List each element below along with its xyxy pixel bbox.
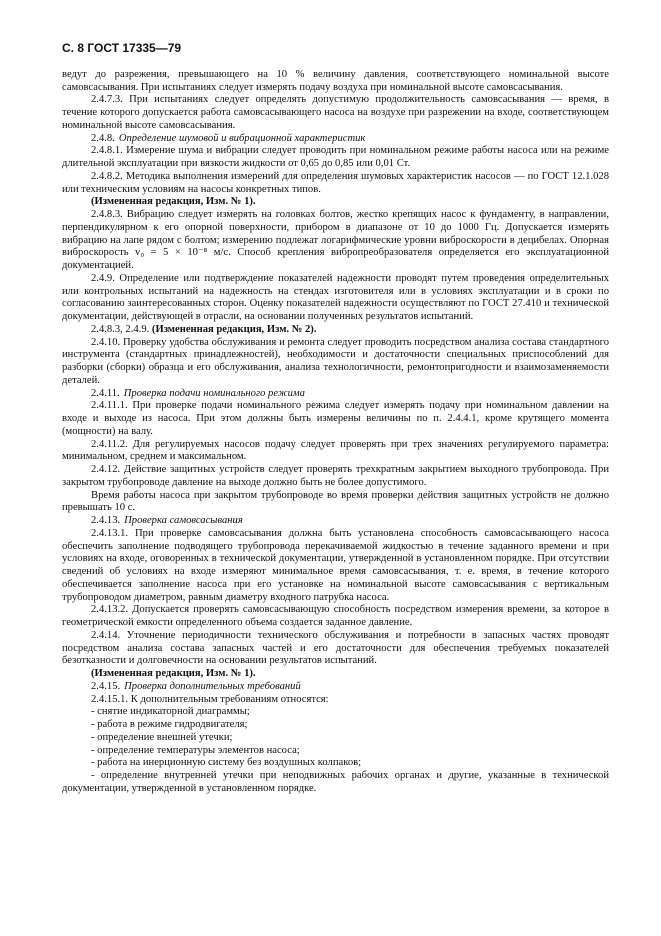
- paragraph: 2.4.8.1. Измерение шума и вибрации следует проводить при номинальном режиме работы насоса или на режиме длительной эксплуатации при вязкости жидкости от 0,65 до 0,85 или 0,01 Ст.: [62, 145, 609, 169]
- list-item: - работа в режиме гидродвигателя;: [91, 719, 248, 730]
- section-number: 2.4.11.: [91, 387, 120, 399]
- amendment-label: (Измененная редакция, Изм. № 2).: [151, 323, 317, 335]
- paragraph: 2.4.8.2. Методика выполнения измерений для определения шумовых характеристик насосов — по ГОСТ 12.1.028 или техническим условиям на насосы конкретных типов.: [62, 170, 609, 195]
- list-item: - определение внутренней утечки при неподвижных рабочих органах и другие, указанные в технической документации, утвержденной в установленном порядке.: [62, 770, 609, 794]
- amendment-note: (Измененная редакция, Изм. № 1).: [91, 196, 256, 208]
- list-item: - работа на инерционную систему без воздушных колпаков;: [91, 757, 362, 769]
- paragraph: 2.4.12. Действие защитных устройств следует проверять трехкратным закрытием выходного трубопровода. При закрытом трубопроводе давление на выходе должно быть не более допустимого.: [62, 464, 609, 488]
- list-item: - определение температуры элементов насоса;: [91, 744, 300, 756]
- paragraph: 2.4.13.2. Допускается проверять самовсасывающую способность посредством измерения времени, за которое в геометрической емкости определенного объема создается заданное давление.: [62, 604, 609, 628]
- section-number: 2.4.15.: [91, 680, 121, 692]
- amendment-note: [62, 324, 609, 337]
- section-heading: [62, 515, 609, 528]
- paragraph: 2.4.10. Проверку удобства обслуживания и ремонта следует проводить посредством анализа состава стандартного инструмента (стандартных принадлежностей), необходимости и достаточности специальных приспособлений для разборки (сборки) образца и его обслуживания, анализа технологичности, ремонтопригодности и взаимозаменяемости деталей.: [62, 336, 609, 386]
- paragraph: Время работы насоса при закрытом трубопроводе во время проверки действия защитных устройств не должно превышать 10 с.: [62, 489, 609, 514]
- section-number: 2.4.13.: [91, 515, 121, 526]
- section-title: Проверка дополнительных требований: [124, 680, 301, 692]
- paragraph: 2.4.9. Определение или подтверждение показателей надежности проводят путем проведения определительных или контрольных испытаний на надежность на стендах изготовителя или в условиях эксплуатации и в сроки по согласованию заинтересованных сторон. Оценку показателей надежности осуществляют по ГОСТ 27.410 и технической документации, действующей в отрасли, на основании полученных результатов испытаний.: [62, 272, 609, 322]
- section-number: 2.4.8.: [91, 132, 115, 144]
- section-heading: [62, 133, 609, 146]
- list-item: - снятие индикаторной диаграммы;: [91, 706, 250, 718]
- paragraph: 2.4.13.1. При проверке самовсасывания должна быть установлена способность самовсасывающего насоса обеспечить заполнение подводящего трубопровода перекачиваемой жидкостью в течение заданного времени и при условиях на входе, оговоренных в технической документации, утвержденной в установленном порядке. При отсутствии сведений об условиях на входе измеряют минимальное время самовсасывания, т. е. время, в течение которого обеспечивается заполнение насоса при его установке на номинальной высоте самовсасывания с вертикальным трубопроводом диаметром, равным диаметру входного патрубка насоса.: [62, 527, 609, 603]
- paragraph: 2.4.15.1. К дополнительным требованиям относятся:: [91, 693, 329, 705]
- amendment-note: (Измененная редакция, Изм. № 1).: [91, 668, 256, 679]
- paragraph: 2.4.11.2. Для регулируемых насосов подачу следует проверять при трех значениях регулируемого параметра: минимальном, среднем и максимальном.: [62, 438, 609, 463]
- list-item: - определение внешней утечки;: [91, 731, 233, 743]
- paragraph: 2.4.8.3. Вибрацию следует измерять на головках болтов, жестко крепящих насос к фундаменту, в направлении, перпендикулярном к его опорной поверхности, прибором в диапазоне от 10 до 1000 Гц. Допускается измерять вибрацию на лапе рядом с болтом; измерению подлежат логарифмические уровни виброскорости в децибелах. Опорная виброскорость v₀ = 5 × 10⁻⁸ м/с. Способ крепления вибропреобразователя определяется его эксплуатационной документацией.: [62, 209, 609, 271]
- section-title: Проверка самовсасывания: [124, 515, 243, 526]
- section-title: Проверка подачи номинального режима: [123, 387, 305, 399]
- paragraph: 2.4.14. Уточнение периодичности технического обслуживания и потребности в запасных частях проводят посредством анализа состава запасных частей и его достаточности для обеспечения требуемых показателей безотказности и долговечности на основании результатов испытаний.: [62, 629, 609, 667]
- paragraph: 2.4.11.1. При проверке подачи номинального режима следует измерять подачу при номинальном давлении на входе и выходе из насоса. При этом должны быть измерены величины по п. 2.4.4.1, кроме крутящего момента (мощности) на валу.: [62, 400, 609, 437]
- paragraph: 2.4.7.3. При испытаниях следует определять допустимую продолжительность самовсасывания — время, в течение которого допускается работа самовсасывающего насоса на воздухе при разрежении на входе, соответствующем номинальной высоте самовсасывания.: [62, 94, 609, 131]
- section-title: Определение шумовой и вибрационной характеристик: [118, 132, 366, 144]
- section-heading: [62, 388, 609, 401]
- amendment-refs: 2.4.8.3, 2.4.9.: [91, 323, 152, 335]
- paragraph: ведут до разрежения, превышающего на 10 % величину давления, соответствующего номинальной высоте самовсасывания. При испытаниях следует измерять подачу воздуха при номинальной высоте самовсасывания.: [62, 68, 609, 93]
- section-heading: [62, 681, 609, 694]
- page-header: С. 8 ГОСТ 17335—79: [62, 41, 182, 55]
- document-body: [62, 69, 609, 796]
